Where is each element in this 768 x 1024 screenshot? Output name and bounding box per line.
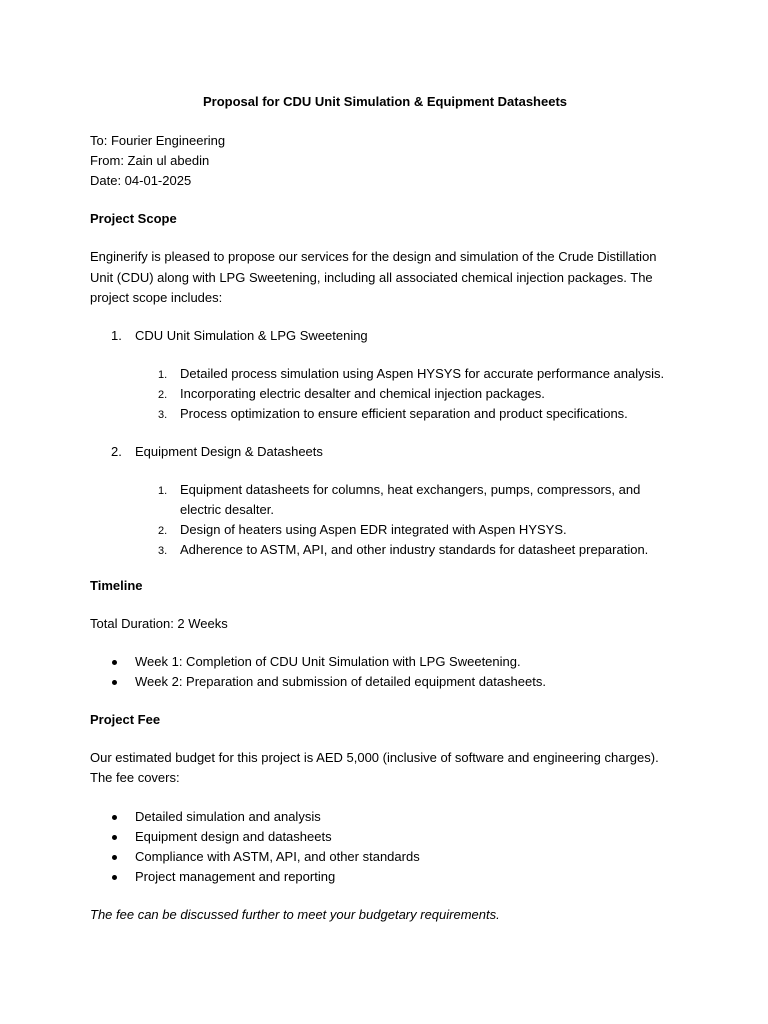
scope-subitem bbox=[90, 384, 680, 404]
scope-item-number: 2. bbox=[111, 443, 122, 459]
fee-covers-list bbox=[90, 807, 680, 887]
document-page bbox=[90, 93, 680, 925]
scope-item-simulation bbox=[90, 326, 680, 346]
scope-subitem-number: 3. bbox=[158, 408, 168, 421]
scope-subitem-number: 3. bbox=[158, 544, 168, 557]
scope-subitem-number: 1. bbox=[158, 484, 168, 497]
bullet-icon bbox=[112, 835, 117, 840]
fee-cover-item bbox=[90, 847, 680, 867]
project-fee-heading: Project Fee bbox=[90, 711, 161, 727]
bullet-icon bbox=[112, 875, 117, 880]
sender-line: From: Zain ul abedin bbox=[90, 153, 210, 168]
fee-cover-text: Project management and reporting bbox=[135, 868, 336, 884]
scope-subitem-number: 2. bbox=[158, 524, 168, 537]
fee-cover-text: Detailed simulation and analysis bbox=[135, 808, 321, 824]
scope-subitem bbox=[90, 520, 680, 540]
scope-list-continued bbox=[90, 442, 680, 462]
timeline-item bbox=[90, 672, 680, 692]
bullet-icon bbox=[112, 680, 117, 685]
timeline-heading: Timeline bbox=[90, 577, 143, 593]
bullet-icon bbox=[112, 660, 117, 665]
fee-cover-item bbox=[90, 827, 680, 847]
date-line: Date: 04-01-2025 bbox=[90, 173, 192, 188]
timeline-item-text: Week 1: Completion of CDU Unit Simulation with LPG Sweetening. bbox=[135, 653, 521, 669]
timeline-item-text: Week 2: Preparation and submission of detailed equipment datasheets. bbox=[135, 673, 546, 689]
fee-closing-note: The fee can be discussed further to meet your budgetary requirements. bbox=[90, 906, 500, 922]
scope-item-label: CDU Unit Simulation & LPG Sweetening bbox=[135, 327, 368, 343]
fee-cover-item bbox=[90, 867, 680, 887]
scope-list bbox=[90, 326, 680, 346]
scope-item-equipment bbox=[90, 442, 680, 462]
scope-subitem-number: 1. bbox=[158, 368, 168, 381]
project-scope-intro: Enginerify is pleased to propose our services for the design and simulation of the Crude Distillation Unit (CDU) along with LPG Sweetening, including all associated chemical injection packages. The project scope includes: bbox=[90, 249, 657, 305]
scope-item-label: Equipment Design & Datasheets bbox=[135, 443, 323, 459]
scope-subitem-text: Equipment datasheets for columns, heat exchangers, pumps, compressors, and electric desalter. bbox=[180, 481, 641, 517]
fee-cover-item bbox=[90, 807, 680, 827]
scope-subitem-text: Detailed process simulation using Aspen HYSYS for accurate performance analysis. bbox=[180, 365, 665, 381]
bullet-icon bbox=[112, 815, 117, 820]
bullet-icon bbox=[112, 855, 117, 860]
timeline-item bbox=[90, 652, 680, 672]
scope-sublist-simulation bbox=[90, 364, 680, 424]
scope-subitem-number: 2. bbox=[158, 388, 168, 401]
scope-item-number: 1. bbox=[111, 327, 122, 343]
scope-sublist-equipment bbox=[90, 480, 680, 560]
fee-cover-text: Equipment design and datasheets bbox=[135, 828, 332, 844]
fee-cover-text: Compliance with ASTM, API, and other standards bbox=[135, 848, 420, 864]
document-title: Proposal for CDU Unit Simulation & Equipment Datasheets bbox=[202, 94, 568, 109]
scope-subitem bbox=[90, 540, 680, 560]
scope-subitem-text: Adherence to ASTM, API, and other industry standards for datasheet preparation. bbox=[180, 541, 649, 557]
project-scope-heading: Project Scope bbox=[90, 211, 177, 226]
timeline-duration: Total Duration: 2 Weeks bbox=[90, 615, 228, 631]
scope-subitem-text: Design of heaters using Aspen EDR integrated with Aspen HYSYS. bbox=[180, 521, 567, 537]
scope-subitem bbox=[90, 480, 680, 520]
scope-subitem bbox=[90, 364, 680, 384]
recipient-line: To: Fourier Engineering bbox=[90, 133, 226, 148]
scope-subitem-text: Process optimization to ensure efficient separation and product specifications. bbox=[180, 405, 628, 421]
project-fee-intro: Our estimated budget for this project is AED 5,000 (inclusive of software and engineering charges). The fee covers: bbox=[90, 749, 659, 785]
timeline-list bbox=[90, 652, 680, 692]
scope-subitem bbox=[90, 404, 680, 424]
scope-subitem-text: Incorporating electric desalter and chemical injection packages. bbox=[180, 385, 545, 401]
